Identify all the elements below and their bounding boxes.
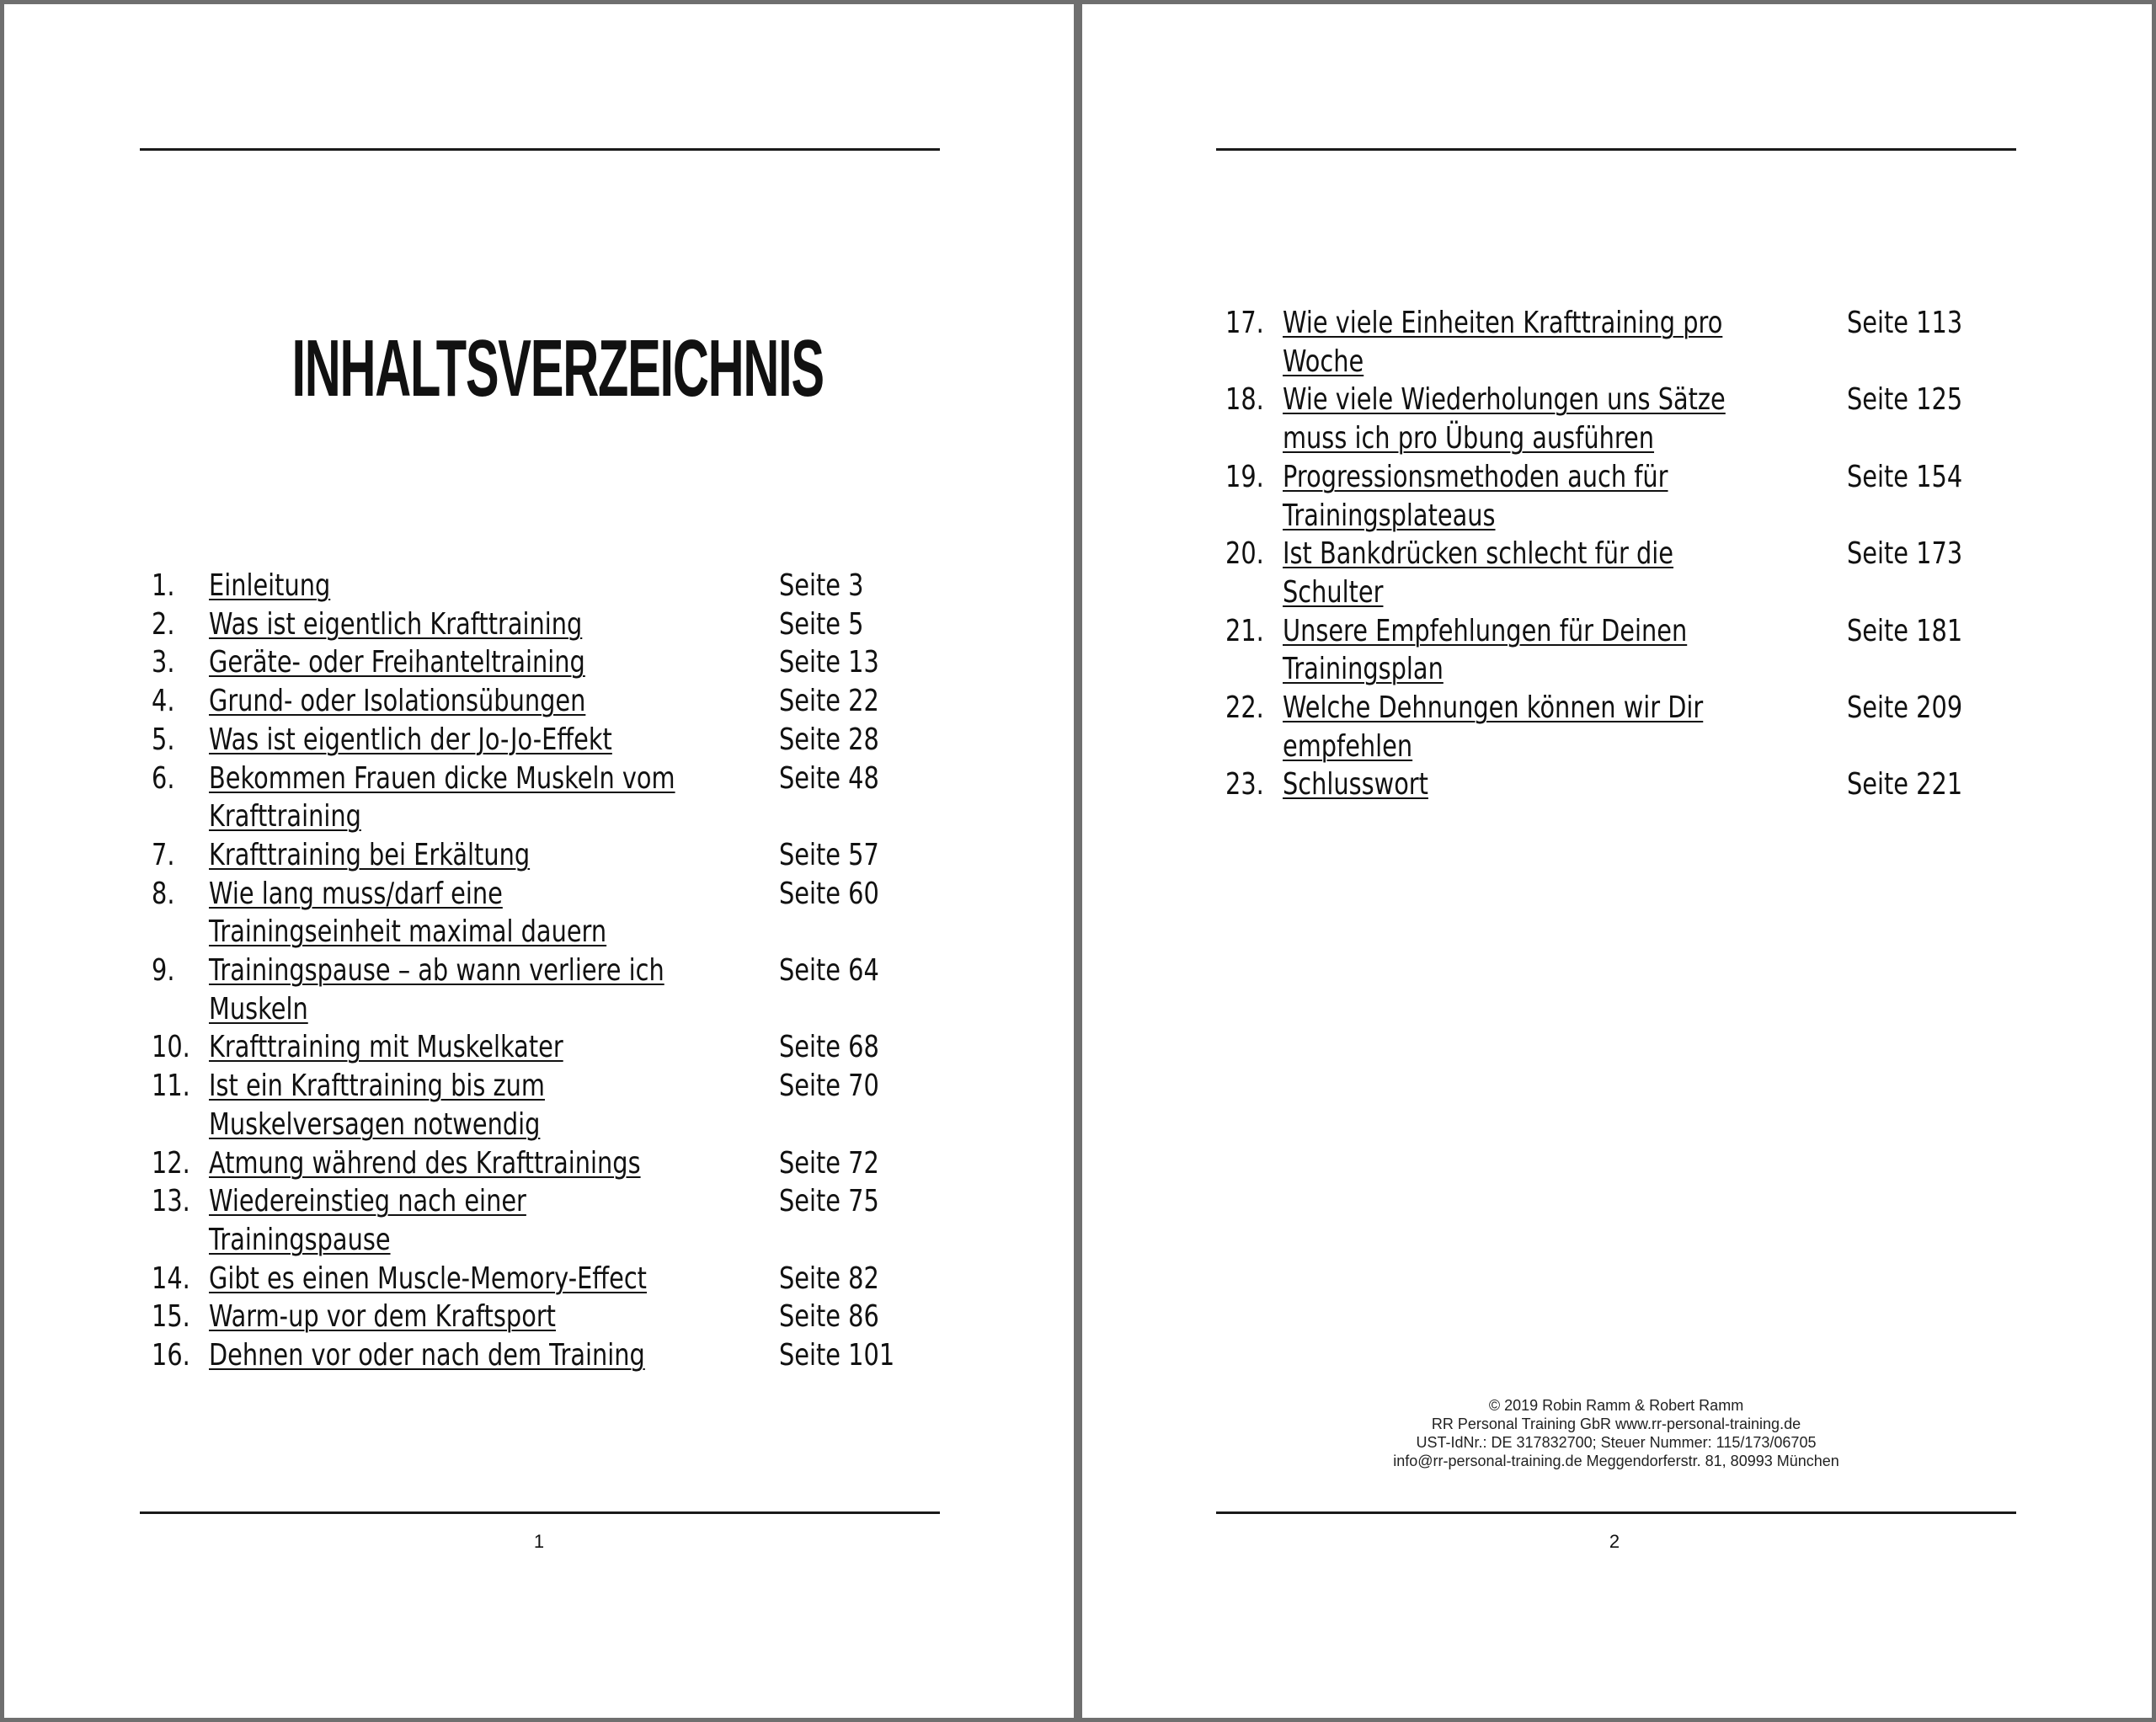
toc-entry-text — [209, 1298, 680, 1336]
toc-entry — [152, 605, 952, 644]
toc-entry-page: Seite 101 — [779, 1338, 895, 1373]
toc-entry-link[interactable]: Wiedereinstieg nach einer Trainingspause — [209, 1184, 526, 1257]
toc-entry-number: 21. — [1225, 613, 1264, 648]
toc-entry-number: 9. — [152, 953, 175, 989]
copyright-line: UST-IdNr.: DE 317832700; Steuer Nummer: 115/173/06705 — [1416, 1434, 1817, 1451]
toc-entry-link[interactable]: Krafttraining bei Erkältung — [209, 837, 531, 872]
toc-entry — [152, 1260, 952, 1298]
toc-entry — [1225, 458, 2025, 535]
toc-entry-page: Seite 181 — [1847, 613, 1963, 648]
toc-entry-link[interactable]: Geräte- oder Freihanteltraining — [209, 645, 585, 680]
toc-entry — [152, 643, 952, 682]
toc-entry-page: Seite 13 — [779, 645, 879, 680]
toc-entry-text — [209, 1144, 680, 1183]
toc-entry-page: Seite 64 — [779, 953, 879, 989]
toc-list-left — [152, 567, 952, 1375]
toc-entry-text — [1283, 535, 1754, 611]
page-number: 1 — [533, 1531, 545, 1552]
toc-entry-link[interactable]: Was ist eigentlich Krafttraining — [209, 606, 583, 642]
toc-entry-number: 19. — [1225, 459, 1264, 494]
toc-entry — [152, 1298, 952, 1336]
toc-entry — [152, 567, 952, 605]
toc-entry-page: Seite 72 — [779, 1145, 879, 1181]
footer-rule — [140, 1511, 940, 1514]
page-divider — [1074, 0, 1082, 1722]
toc-entry-page: Seite 3 — [779, 568, 864, 603]
toc-entry-text — [209, 836, 680, 875]
toc-entry-text — [209, 1336, 680, 1375]
toc-entry-link[interactable]: Einleitung — [209, 568, 331, 603]
toc-entry-link[interactable]: Trainingspause – ab wann verliere ich Muskeln — [209, 953, 664, 1026]
toc-entry-link[interactable]: Wie viele Einheiten Krafttraining pro Woche — [1283, 306, 1723, 379]
toc-entry-text — [209, 643, 680, 682]
toc-entry-number: 18. — [1225, 382, 1264, 418]
toc-entry-text — [209, 682, 680, 721]
toc-entry-page: Seite 75 — [779, 1184, 879, 1219]
toc-entry — [152, 760, 952, 836]
toc-entry-link[interactable]: Krafttraining mit Muskelkater — [209, 1030, 563, 1065]
toc-entry-number: 23. — [1225, 767, 1264, 802]
toc-entry-text — [209, 721, 680, 760]
toc-entry-link[interactable]: Was ist eigentlich der Jo-Jo-Effekt — [209, 722, 612, 757]
toc-entry-page: Seite 173 — [1847, 536, 1963, 572]
footer-rule — [1216, 1511, 2016, 1514]
toc-entry-number: 15. — [152, 1299, 190, 1335]
toc-entry-link[interactable]: Bekommen Frauen dicke Muskeln vom Krafttraining — [209, 760, 675, 834]
header-rule — [1216, 148, 2016, 151]
toc-entry — [1225, 535, 2025, 611]
toc-entry-link[interactable]: Unsere Empfehlungen für Deinen Trainingsplan — [1283, 613, 1688, 687]
toc-entry-page: Seite 60 — [779, 876, 879, 911]
page-title: INHALTSVERZEICHNIS — [291, 323, 824, 413]
toc-entry-number: 12. — [152, 1145, 190, 1181]
toc-entry — [152, 721, 952, 760]
toc-entry-link[interactable]: Atmung während des Krafttrainings — [209, 1145, 641, 1181]
toc-entry-number: 20. — [1225, 536, 1264, 572]
toc-entry-number: 16. — [152, 1338, 190, 1373]
toc-entry-text — [1283, 612, 1754, 689]
toc-entry-number: 17. — [1225, 306, 1264, 340]
toc-entry — [152, 1144, 952, 1183]
toc-entry-link[interactable]: Warm-up vor dem Kraftsport — [209, 1299, 556, 1335]
toc-entry-text — [209, 952, 680, 1028]
toc-entry-number: 7. — [152, 837, 175, 872]
toc-entry — [1225, 689, 2025, 765]
toc-entry-number: 14. — [152, 1261, 190, 1296]
toc-entry-number: 11. — [152, 1069, 190, 1104]
toc-entry-number: 1. — [152, 568, 175, 603]
toc-entry-number: 10. — [152, 1030, 190, 1065]
toc-entry-number: 13. — [152, 1184, 190, 1219]
toc-entry-text — [1283, 765, 1754, 804]
toc-entry — [1225, 765, 2025, 804]
toc-entry-link[interactable]: Dehnen vor oder nach dem Training — [209, 1338, 645, 1373]
copyright-block — [1216, 1396, 2016, 1470]
toc-entry-page: Seite 86 — [779, 1299, 879, 1335]
toc-entry-number: 6. — [152, 760, 175, 796]
toc-entry-page: Seite 57 — [779, 837, 879, 872]
page-1 — [4, 0, 1074, 1722]
toc-entry-page: Seite 82 — [779, 1261, 879, 1296]
toc-entry-number: 2. — [152, 606, 175, 642]
toc-entry-text — [209, 605, 680, 644]
toc-entry — [152, 952, 952, 1028]
toc-entry-link[interactable]: Schlusswort — [1283, 767, 1428, 802]
toc-entry-text — [1283, 689, 1754, 765]
toc-entry — [152, 1028, 952, 1067]
toc-entry-page: Seite 113 — [1847, 306, 1963, 340]
toc-entry-text — [209, 567, 680, 605]
toc-entry — [1225, 612, 2025, 689]
toc-entry-link[interactable]: Ist ein Krafttraining bis zum Muskelversagen notwendig — [209, 1069, 545, 1142]
toc-entry-page: Seite 22 — [779, 684, 879, 719]
toc-entry-text — [1283, 381, 1754, 457]
toc-entry-page: Seite 70 — [779, 1069, 879, 1104]
toc-entry-text — [209, 1182, 680, 1259]
toc-entry-text — [209, 1028, 680, 1067]
toc-entry-number: 3. — [152, 645, 175, 680]
toc-entry-link[interactable]: Welche Dehnungen können wir Dir empfehlen — [1283, 690, 1704, 764]
toc-entry — [152, 1182, 952, 1259]
copyright-line: © 2019 Robin Ramm & Robert Ramm — [1488, 1397, 1744, 1414]
toc-entry-link[interactable]: Ist Bankdrücken schlecht für die Schulter — [1283, 536, 1674, 610]
toc-entry-number: 22. — [1225, 690, 1264, 726]
toc-entry-page: Seite 154 — [1847, 459, 1963, 494]
toc-entry-page: Seite 221 — [1847, 767, 1963, 802]
toc-entry-link[interactable]: Gibt es einen Muscle-Memory-Effect — [209, 1261, 647, 1296]
toc-entry-page: Seite 125 — [1847, 382, 1963, 418]
toc-entry-text — [209, 875, 680, 952]
toc-entry-page: Seite 5 — [779, 606, 864, 642]
toc-entry — [152, 1336, 952, 1375]
toc-entry-page: Seite 68 — [779, 1030, 879, 1065]
toc-entry-link[interactable]: Grund- oder Isolationsübungen — [209, 684, 586, 719]
toc-list-right — [1225, 304, 2025, 804]
copyright-line: RR Personal Training GbR www.rr-personal-training.de — [1431, 1415, 1801, 1432]
toc-entry-text — [209, 1067, 680, 1144]
toc-entry-text — [1283, 304, 1754, 381]
toc-entry — [152, 875, 952, 952]
page-number: 2 — [1609, 1531, 1620, 1552]
toc-entry-page: Seite 48 — [779, 760, 879, 796]
toc-entry-link[interactable]: Progressionsmethoden auch für Trainingsplateaus — [1283, 459, 1668, 533]
toc-entry-number: 5. — [152, 722, 175, 757]
toc-entry-link[interactable]: Wie lang muss/darf eine Trainingseinheit maximal dauern — [209, 876, 607, 950]
toc-entry-text — [209, 760, 680, 836]
toc-entry-link[interactable]: Wie viele Wiederholungen uns Sätze muss ich pro Übung ausführen — [1283, 382, 1726, 456]
toc-entry — [152, 836, 952, 875]
toc-entry-page: Seite 209 — [1847, 690, 1963, 726]
header-rule — [140, 148, 940, 151]
toc-entry — [1225, 304, 2025, 381]
toc-entry-text — [209, 1260, 680, 1298]
toc-entry — [152, 1067, 952, 1144]
toc-entry — [152, 682, 952, 721]
toc-entry-number: 4. — [152, 684, 175, 719]
toc-entry-number: 8. — [152, 876, 175, 911]
toc-entry-text — [1283, 458, 1754, 535]
toc-entry — [1225, 381, 2025, 457]
toc-entry-page: Seite 28 — [779, 722, 879, 757]
page-2 — [1082, 0, 2152, 1722]
copyright-line: info@rr-personal-training.de Meggendorferstr. 81, 80993 München — [1393, 1453, 1839, 1469]
